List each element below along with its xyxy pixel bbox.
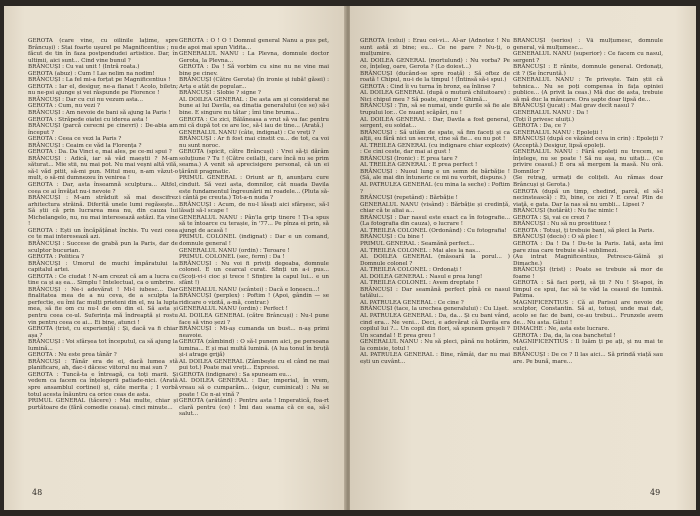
dialogue-line: GEROTA : Totuși, ți trebuie bani, să pleci la Paris. xyxy=(513,227,655,234)
dialogue-line: GENERALUL NANU (visând) : Bărbăție și credință, chiar că te aliai a... xyxy=(360,201,510,215)
dialogue-line: GENERALUL NANU : Fără epoleți nu trecem, se înțelege, nu se poate ! Să nu așa, nu uitați... (Cu privire ceasul.) E ora să mergem la masă. Nu oră. Domnilor ? xyxy=(513,149,663,175)
dialogue-line: PRIMUL GENERAL : Seamănă perfect... xyxy=(360,240,475,247)
dialogue-line: AL DOILEA GENERAL (mortulund) : Nu vorba? Pe ce, înțeleg, oare, Gerota ? (Lo doiest...) xyxy=(360,57,510,71)
dialogue-line: GEROTA : Ce zici, Bălăneasa a vrut să va fac pentru mi că după tot ce are loc, să-l iau de tine... (Arată.) xyxy=(179,116,329,130)
dialogue-line: GEROTA : Și, vai ce crezi ? xyxy=(513,214,590,221)
dialogue-line: AL DOILEA GENERAL : Nasul e prea lung! xyxy=(360,273,483,280)
dialogue-line: GENERALUL NANU : Nu să pleci, până nu hotărim, la comisie, totul ! xyxy=(360,339,510,352)
dialogue-line: PRIMUL GENERAL : Oriunt ar fi, anunțaru cure cinduit. Să vezi asta, domnilor, cât nuada Davila este fundamentul îngreunării mi roadele... (Pluta să-i cântă pe creuta.) Tot-a-n nuda ? xyxy=(179,175,329,202)
dialogue-line: BRÂNCUȘI : Nu să nu prostituez ! xyxy=(513,221,611,228)
left-column-2 xyxy=(179,38,329,478)
dialogue-line: BRÂNCUȘI : Dar cu cui nu vezum asta... xyxy=(28,96,144,103)
dialogue-line: AL DOILEA GENERAL (măsoară la porul... ) Domnule colonel ? xyxy=(360,254,510,267)
dialogue-line: BRÂNCUȘI (Ironic) : E prea tare ? xyxy=(360,155,458,162)
dialogue-line: BRÂNCUȘI : Umorul de muchi împăratului la capitalul artei. xyxy=(28,260,178,274)
dialogue-line: (Se retrag, urmați de colițeli. Au rămas doar Brâncuși și Gerota.) xyxy=(513,175,663,189)
dialogue-line: BRÂNCUȘI : Adică, iar să văd maeștii ? M-am săturat... Mie stii, nu mai pot. Nu mai veșni altă vilă, să-l văd pitit, să-mi pun. Mitul meu, n-am văzut-o mult, o să-mi dumnezeu în venirea ! xyxy=(28,155,178,182)
dialogue-line: AL TREILEA GENERAL (cu indignare chiar exploziv) : Ce cini ceste, dar mai ai gust ! xyxy=(360,142,510,156)
dialogue-line: GEROTA (zâmbind) : O să-l punem aici, pe persoana lumina... E și mai multă lumină. (A lua tonul în bruță și-i atrage grijă) xyxy=(179,339,329,359)
dialogue-line: GENERALUL NANU (scântei) : Dacă e Ionescu...! xyxy=(179,286,320,293)
dialogue-line: BRÂNCUȘI : M-am străduit să mai descifrez arhitectura străină. Diferită unele lumi regăsește... Să știi că prin lucrarea mea nu, din cauza lui Michelangelo, nu, nu mai interesează astăzi. Ea vine ! xyxy=(28,195,178,228)
left-page xyxy=(4,6,346,510)
dialogue-line: PRIMUL COLONEL (sec, ferm) : Da ! xyxy=(179,254,285,261)
dialogue-line: GEROTA : Cind îi vu turna în bronz, ea înlinse ? xyxy=(360,83,496,90)
dialogue-line: AL DOILEA GENERAL (după o mutură chiluitoare) : Nici chipul meu ? Să poate, singur ! Ghimă... xyxy=(360,90,510,103)
dialogue-line: GEROTA : Ce ciudat ! N-am crezut că am a lucra cu tine ca și aș ea... Simplu ! Intelectual, ca o umbrire. xyxy=(28,273,178,287)
dialogue-line: AL PATRULEA GENERAL : Da, da... Și cu bani vând, cind era... Ne veni... Deci, e adevărat că Davila era copilul lui ?... Un copil din flori, să spunem greșeli ? Un scandal ! E prea greu ! xyxy=(360,312,510,339)
dialogue-line: GEROTA (arătând) : Pentru asta ! Imperatică, foa-rt clară pentru (ce) ! Îmi dau seama că ce ea, să-l salut... xyxy=(179,398,329,418)
dialogue-line: GENERALUL NANU : Te privește. Tain știi că tehnica... Nu se poți compensa în fața opiniei publice... (A privit la ceas.) Mă duc de asta, trebuie să mă duc la mâncare. Ora șapte doar lipsă de... xyxy=(513,77,663,103)
dialogue-line: BRÂNCUȘI : Voi sfârșea tot începutul, ca să ajung la lumină... xyxy=(28,339,178,352)
dialogue-line: BRÂNCUȘI : Nuoul lung e un semn de bărbăție ! (Să, ale mai din întuneric ce mi nu vorbit, dispuns.) xyxy=(360,168,510,182)
dialogue-line: BRÂNCUȘI (trist) : Poate se trebuie să mor de foame ! xyxy=(513,267,663,280)
dialogue-line: BRÂNCUȘI : Nu voi fi priviți degeaba, domnule colonel. E un cearcal curat. Sfinți un a-i pus... (Scoți-vi-i cioc și trece ! Sfințire la capul lui... e un sfânt !) xyxy=(179,260,329,287)
dialogue-line: GEROTA (abuz) : Cum ! Las nelim na nodim! xyxy=(28,70,155,77)
dialogue-line: GEROTA : Politica ? xyxy=(28,254,85,261)
dialogue-line: GEROTA : Ești un încăpățânat închis. Tu vezi ceea ce te mai interesează azi. xyxy=(28,227,178,241)
dialogue-line: BRÂNCUȘI : Dar nasul este exact ca în fotografie... (La fotografia din cauza), o lucrare ! xyxy=(360,214,510,228)
dialogue-line: GENERALUL NANU (ordin) : Perfect ! xyxy=(179,306,288,313)
dialogue-line: AL TREILEA COLONEL : Avem dreptate ! xyxy=(360,280,479,287)
dialogue-line: BRÂNCUȘI : E rănite, domnule general. Ordonați, cit ? (Se încruntă.) xyxy=(513,64,663,77)
dialogue-line: BRÂNCUȘI (hotărât) : Nu fac nimic ! xyxy=(513,208,618,215)
dialogue-line: GEROTA : Da, ce ? xyxy=(513,123,566,130)
dialogue-line: AL DOILEA GENERAL : De asta am și considerat ne bune ai lui Davila, ea dinatia generalului (ce se) să-i bine. E singure nu tătar ; îmi tine bruma... xyxy=(179,96,329,117)
dialogue-line: GEROTA : Ceea ce vezi la Paris ? xyxy=(28,136,122,143)
dialogue-line: BRÂNCUȘI (serios) : Vă mulțumesc, domnule general, vă mulțumesc... xyxy=(513,38,663,51)
dialogue-line: BRÂNCUȘI (ducând-se spre roată) : Să oftez de roată ! Chipul, nu-i de la timpul ! (Întinsă să-i spui.) xyxy=(360,70,510,84)
dialogue-line: BRÂNCUȘI : Succese de grabă pun la Paris, dar de sculptor bucurian. xyxy=(28,240,178,254)
dialogue-line: AL DOILEA GENERAL : Dar, Davila a fost general, sergent, eu soldat... xyxy=(360,116,510,130)
dialogue-line: (Toți îl privesc uluiți.) xyxy=(513,116,575,123)
dialogue-line: GENERALUL NANU : La Plevna, domnule doctor Gerota, la Plevna... xyxy=(179,51,329,64)
dialogue-line: GENERALUL NANU : Da ! xyxy=(513,110,589,117)
dialogue-line: AL PATRULEA GENERAL : Bine, rămâi, dar nu mai ești un cuvânt... xyxy=(360,352,510,365)
dialogue-line: BRÂNCUȘI : Țin, să se numai, unde gurile să fie ale trupului lor... Ce nuanț scăpări, nu ! xyxy=(360,103,510,117)
dialogue-line: GEROTA (spicit, către Brâncuși) : Vrei să-ți dărâm soluțiune ? Tu ! (Către ceilalți, care încă nu se prim seama.) A venit să aprecisigere personal, că un ei țărănii pragmatic. xyxy=(179,149,329,175)
dialogue-line: GEROTA : Dar, asta înseamnă sculptura... Altfel, ceea ce ai învățat nu-i nevoie ? xyxy=(28,182,178,195)
dialogue-line: BRÂNCUȘI : Am nevoie de bani să ajung la Paris ! xyxy=(28,110,171,117)
dialogue-line: BRÂNCUȘI : Să uităm de spate, să fim faceți și ca alții, eu fără nici un secret, cine să fie... eu nu pot ! xyxy=(360,129,510,143)
dialogue-line: BRÂNCUȘI (jucat) : Mai grav decît nasul ? xyxy=(513,103,634,110)
dialogue-line: BRÂNCUȘI : De ce ? Il las aici... Să prindă viață sau are. Pe bună, mare... xyxy=(513,352,663,365)
right-column-1 xyxy=(360,38,510,478)
dialogue-line: GEROTA : Da. Da Vinci e, mai ales, pe ce-mi spui ? xyxy=(28,149,172,156)
dialogue-line: BRÂNCUȘI (perplex) : Poftim ! (Apoi, gândin — se ridicare o vizită, a-mă, contrar.) xyxy=(179,293,329,306)
dialogue-line: AL TREILEA COLONEL : Mai ales la nas... xyxy=(360,247,481,254)
dialogue-line: BRÂNCUȘI : Mi-aș cumanda un bust... n-aș primi neavoie. xyxy=(179,326,329,339)
dialogue-line: BRÂNCUȘI : Ceaim ce văd la Florența ? xyxy=(28,142,142,149)
page-number-right: 49 xyxy=(650,488,661,497)
dialogue-line: BRÂNCUȘI (Către Gerota) (în ironie și iubă! găsei) : Arta e atât de popular... xyxy=(179,77,329,90)
dialogue-line: GEROTA : Tuncă-ta e întreagă, ca toți marii. Și vedem ca facem ca înțelegerii patiade-nici. (Arată spre ansamblul cortinei) și, câte merita ; I vorbă totul acesta înăuntru ca orice ceas de asta. xyxy=(28,371,178,398)
dialogue-line: GENERALUL NANU (ordin) : Teroare ! xyxy=(179,247,290,254)
dialogue-line: BRÂNCUȘI (după ce văzând ceva in crin) : Epoleții ? (Acceptă.) Desigur, lipsă epoleți. xyxy=(513,136,663,149)
dialogue-line: GENERALUL NANU (superior) : Ce facem cu nasul, sergent ? xyxy=(513,51,663,64)
dialogue-line: GEROTA (care vine, cu oilinile lațime, spre Brâncuși) : Stai foarte ușurel pe Magnificentius ; nu făcut de tin în faza postpendudei artistice. Dar, în ultimii, aici sunt... Cind vine bunul ? xyxy=(28,38,178,64)
dialogue-line: PRIMUL COLONEL (indignat) : Dar e un comand, domnule general ! xyxy=(179,234,329,247)
dialogue-line: AL PATRULEA GENERAL : Ce cine ? xyxy=(360,299,464,306)
dialogue-line: GEROTA : Da, da, la cea banchetul ! xyxy=(513,332,616,339)
dialogue-line: MAGNIFICENTIUS : Il luăm ți pe ați, și nu mai te culci. xyxy=(513,339,663,352)
dialogue-line: GENERALUL NANU (câte, indignat) : Ce vreți ? xyxy=(179,129,315,136)
dialogue-line: (Au intrat Magnificentius, Petrescu-Găină și Dimache.) xyxy=(513,254,663,267)
dialogue-line: BRÂNCUȘI : La fel mi-a forțat pe Magnificentius ! xyxy=(28,77,171,84)
dialogue-line: BRÂNCUȘI : Ar fi fost mai cinstit cu... de tot, ca voi nu sunt noroc. xyxy=(179,136,329,149)
dialogue-line: DIMACHE : Ne, asta este lucrare. xyxy=(513,326,610,333)
dialogue-line: AL DOILEA GENERAL : Dar, imperial, în vrem, vreau să o cumparăm... (sigur, cuminicat) : Nu se poate ! Ce n-ai vină ? xyxy=(179,378,329,398)
dialogue-line: AL TREILEA COLONEL : Ordonați ! xyxy=(360,267,462,274)
dialogue-line: AL DOILEA GENERAL (Zâmbește cu el când ne mai pui tot.) Poate mai vreți... Expressi. xyxy=(179,358,329,372)
dialogue-line: GEROTA : Da ! Să vorbim cu sine nu ne vine mai bine pe cinev. xyxy=(179,64,329,77)
dialogue-line: BRÂNCUȘI : Cu bine ! xyxy=(360,234,424,241)
dialogue-line: GEROTA (trist, cu experiență) : Și, dacă va fi chiar așa ? xyxy=(28,326,178,339)
page-number-left: 48 xyxy=(32,488,43,497)
dialogue-line: BRÂNCUȘI : Tânăr era de ei, dacă lumea stă planificare, ah, dac-i dăcesc viitorul nu mai sun ? xyxy=(28,358,178,372)
dialogue-line: GEROTA : Iar el, desigur, ne-a flanat ! Acolo, biletn; nu ne-psi ajunge și vei răspunde pe Florence ! xyxy=(28,83,178,97)
left-column-1 xyxy=(28,38,178,478)
dialogue-line: GEROTA (indignare) : Sa spuneam eu... xyxy=(179,371,292,378)
dialogue-line: BRÂNCUȘI : Cu vai unit ! (Intră roata.) xyxy=(28,64,140,71)
dialogue-line: BRÂNCUȘI : Ne-i adevărat ! Mi-l iubesc... Dar finalitatea mea de a nu ceva, de a sculpta la perfectie, eu îmi fac mulți prieteni din el, nu la lupta mea, să fie om cu nu-l de om din el. Să asta și pentru ceea ce-ul. Suferința mă îndreaptă și rostu vin pentru ceea ce ai... Ei bine, atunci ! xyxy=(28,286,178,326)
dialogue-line: BRÂNCUȘI (tace, la urechea generalului) : Cu Lișet. xyxy=(360,306,509,313)
dialogue-line: GEROTA : Cum, nu vezi ? xyxy=(28,103,100,110)
dialogue-line: BRÂNCUȘI : Slobie ? signe ? xyxy=(179,90,261,97)
dialogue-line: BRÂNCUȘI : Dar seamănă perfect pînă ce nasul tatălui... xyxy=(360,286,510,300)
dialogue-line: MAGNIFICENTIUS : Că ai Parisul are nevoie de sculptor, Constantin. Să ai, totuși, unde mai dat, acolo se fac de bani, ce-au trebui... Frunzele avem de... Nu asta. Gâtui ! xyxy=(513,299,663,326)
dialogue-line: AL TREILEA COLONEL (Ordonând) : Cu fotografia! xyxy=(360,227,507,234)
dialogue-line: GEROTA (celui) : Erau cei-vi... Al-ar (Adnotez ! Nu sunt astă zi bine; eu... Ce ne pare ? Nu-ți, o mulțumire. xyxy=(360,38,510,58)
right-page xyxy=(350,6,696,510)
dialogue-line: GENERALUL NANU : Pân'la grip tinere ! Ți-a spus să te întoarce cu terașie, în '77... Pe pînza ei prin, să ajungi de acasă ! xyxy=(179,214,329,234)
dialogue-line: GEROTA : Să faci porți, să ții ? Nu ! Șt-apoi, în timpul ce spui, fac să te văd la ceasul de lumină. Patima. xyxy=(513,280,663,300)
dialogue-line: BRÂNCUȘI (repetând) : Bărbăție ! xyxy=(360,195,458,202)
dialogue-line: GEROTA : O ! O ! Domnul general Nanu a pus pet, de apoi mai spun Vidita... xyxy=(179,38,329,51)
dialogue-line: AL PATRULEA GENERAL (cu mina la seche) : Poftim ? xyxy=(360,182,510,195)
dialogue-line: PRIMUL GENERAL (tăcere) : Mai multe, chiar și purtătoare de (fără comedie ceaua). cinci minute... xyxy=(28,398,178,411)
dialogue-line: GEROTA : Străpede oiatei cu iderea asta ! xyxy=(28,116,148,123)
dialogue-line: BRÂNCUȘI (decis) : O să plec ! xyxy=(513,234,602,241)
dialogue-line: AL DOILEA GENERAL (către Brâncuși) : Nu-l pune face să vino șezi ? xyxy=(179,312,329,326)
dialogue-line: GEROTA (după un timp, chedind, parcă, el să-l necinstească) : Ei, bine, ce zici ? E ceva! Plin de viață, e gata. Dar la nas să nu umbli... Lipsei ? xyxy=(513,188,663,208)
dialogue-line: GENERALUL NANU : Epoleții ! xyxy=(513,129,603,136)
dialogue-line: BRÂNCUȘI (parcă cerecni pe cinevri) : De-abia am început ? xyxy=(28,123,178,136)
dialogue-line: BRÂNCUȘI : Acum, de nu-l lăsați aici sfârșesc, să-l lăsați să-l scape ! xyxy=(179,201,329,215)
dialogue-line: GEROTA : Nu este prea tânăr ? xyxy=(28,352,117,359)
right-column-2 xyxy=(513,38,663,478)
dialogue-line: GEROTA : Da ! Da ! Du-te la Paris. Iată, asta îmi pare ziua care trebuie să-l sublimezi. xyxy=(513,240,663,254)
dialogue-line: AL TREILEA GENERAL : E prea perfect ! xyxy=(360,162,478,169)
